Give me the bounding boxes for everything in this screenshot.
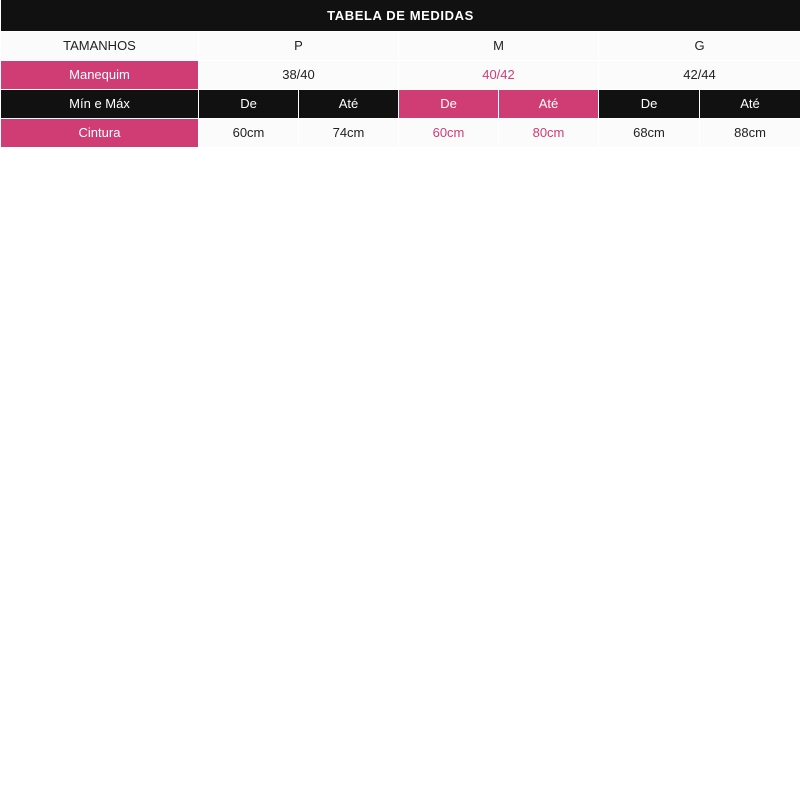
minmax-g-ate: Até	[700, 89, 800, 118]
table-header-row	[1, 31, 800, 60]
table-title: TABELA DE MEDIDAS	[1, 0, 800, 31]
minmax-m-de: De	[399, 89, 499, 118]
header-tamanhos: TAMANHOS	[1, 31, 199, 60]
cintura-g-de: 68cm	[599, 118, 700, 147]
cintura-p-de: 60cm	[199, 118, 299, 147]
manequim-m: 40/42	[399, 60, 599, 89]
cintura-g-ate: 88cm	[700, 118, 800, 147]
cintura-p-ate: 74cm	[299, 118, 399, 147]
minmax-p-de: De	[199, 89, 299, 118]
cintura-m-ate: 80cm	[499, 118, 599, 147]
table-row	[1, 60, 800, 89]
cintura-m-de: 60cm	[399, 118, 499, 147]
minmax-m-ate: Até	[499, 89, 599, 118]
table-title-row	[1, 0, 800, 31]
header-size-m: M	[399, 31, 599, 60]
header-size-p: P	[199, 31, 399, 60]
minmax-g-de: De	[599, 89, 700, 118]
manequim-p: 38/40	[199, 60, 399, 89]
measurements-table	[0, 0, 800, 148]
table-row	[1, 89, 800, 118]
header-size-g: G	[599, 31, 800, 60]
table-row	[1, 118, 800, 147]
row-label-cintura: Cintura	[1, 118, 199, 147]
row-label-manequim: Manequim	[1, 60, 199, 89]
minmax-p-ate: Até	[299, 89, 399, 118]
row-label-min-max: Mín e Máx	[1, 89, 199, 118]
manequim-g: 42/44	[599, 60, 800, 89]
